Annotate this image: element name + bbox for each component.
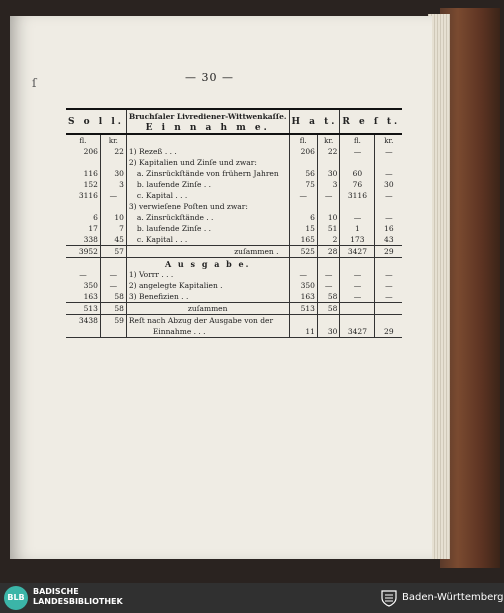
footer-bar bbox=[0, 583, 504, 613]
table-row: 17 7 b. laufende Zinſe . . 15 51 1 16 bbox=[66, 223, 402, 234]
unit-cell: fl. bbox=[289, 134, 317, 146]
table-row: — — 1) Vorrr . . . — — — — bbox=[66, 269, 402, 280]
ledger-header bbox=[66, 109, 402, 134]
expense-section-heading bbox=[66, 258, 402, 270]
table-row: 152 3 b. laufende Zinſe . . 75 3 76 30 bbox=[66, 179, 402, 190]
table-row: 3116 — c. Kapital . . . — — 3116 — bbox=[66, 190, 402, 201]
title-header bbox=[126, 109, 289, 134]
soll-header: S o l l. bbox=[66, 109, 126, 134]
expense-heading: A u s g a b e. bbox=[126, 258, 289, 270]
table-row: 3) verwieſene Poſten und zwar: bbox=[66, 201, 402, 212]
expense-total-row: 513 58 zuſammen 513 58 bbox=[66, 303, 402, 315]
rest-header: R e ſ t. bbox=[340, 109, 402, 134]
table-row: 338 45 c. Kapital . . . 165 2 173 43 bbox=[66, 234, 402, 246]
coat-of-arms-icon bbox=[380, 589, 398, 607]
state-name: Baden-Württemberg bbox=[402, 592, 504, 603]
title-line-2: E i n n a h m e. bbox=[145, 123, 270, 133]
margin-mark: ſ bbox=[32, 76, 37, 90]
income-total-row: 3952 57 zuſammen . 525 28 3427 29 bbox=[66, 246, 402, 258]
title-line-1: Bruchſaler Livrediener-Wittwenkaſſe. bbox=[128, 112, 287, 121]
table-row: 163 58 3) Benefizien . . 163 58 — — bbox=[66, 291, 402, 303]
table-row: 350 — 2) angelegte Kapitalien . 350 — — — bbox=[66, 280, 402, 291]
page-number: — 30 — bbox=[185, 71, 234, 84]
unit-cell: kr. bbox=[384, 136, 394, 145]
ledger-table bbox=[66, 108, 402, 338]
hat-header: H a t. bbox=[289, 109, 340, 134]
final-row-cont: Einnahme . . . 11 30 3427 29 bbox=[66, 326, 402, 338]
unit-cell: fl. bbox=[66, 134, 100, 146]
unit-cell: kr. bbox=[317, 134, 340, 146]
final-row: 3438 59 Reſt nach Abzug der Ausgabe von der bbox=[66, 315, 402, 327]
table-row: 2) Kapitalien und Zinſe und zwar: bbox=[66, 157, 402, 168]
table-row: 116 30 a. Zinsrückſtände von frühern Jahren 56 30 60 — bbox=[66, 168, 402, 179]
table-row: 206 22 1) Rezeß . . . 206 22 — — bbox=[66, 146, 402, 157]
unit-cell: fl. bbox=[340, 134, 375, 146]
units-row bbox=[66, 134, 402, 146]
unit-cell: kr. bbox=[100, 134, 126, 146]
table-row: 6 10 a. Zinsrückſtände . . 6 10 — — bbox=[66, 212, 402, 223]
library-name: BADISCHE LANDESBIBLIOTHEK bbox=[33, 587, 123, 606]
blb-logo: BLB bbox=[4, 586, 28, 610]
